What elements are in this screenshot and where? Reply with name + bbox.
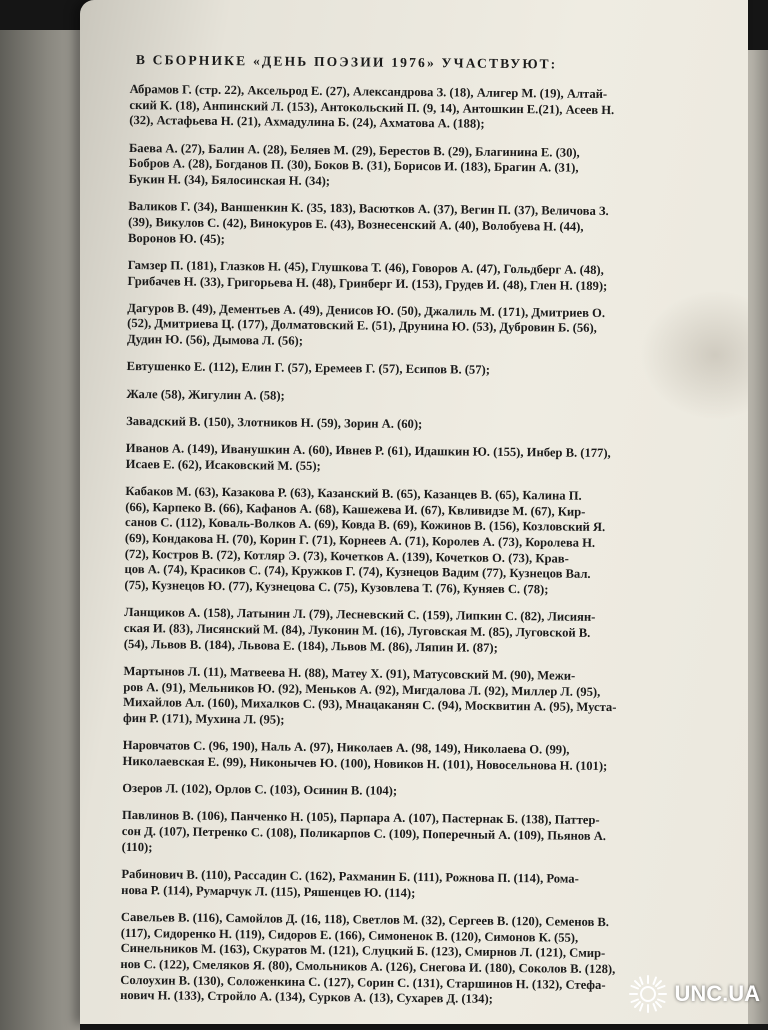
text-line: Кабаков М. (63), Казакова Р. (63), Казанский В. (65), Казанцев В. (65), Калина П.: [125, 483, 582, 503]
text-line: Дагуров В. (49), Дементьев А. (49), Денисов Ю. (50), Джалиль М. (171), Дмитриев О.: [127, 300, 606, 320]
author-paragraph: [129, 141, 709, 194]
author-paragraph: [121, 867, 701, 904]
text-line: Солоухин В. (130), Соложенкина С. (127), Сорин С. (131), Старшинов Н. (132), Стефа-: [120, 972, 606, 992]
text-line: (69), Кондакова Н. (70), Корин Г. (71), Корнеев А. (71), Королев А. (73), Королева Н.: [124, 530, 596, 550]
sun-logo-icon: [628, 974, 668, 1014]
text-line: Михайлов Ал. (160), Михалков С. (93), Мнацаканян С. (94), Москвитин А. (95), Муста-: [123, 695, 617, 715]
text-line: фин Р. (171), Мухина Л. (95);: [122, 710, 285, 727]
text-line: санов С. (112), Коваль-Волков А. (69), Ковда В. (69), Кожинов В. (156), Козловский Я.: [125, 515, 606, 535]
page-stack-edge: [748, 50, 768, 1024]
text-line: (75), Кузнецов Ю. (77), Кузнецова С. (75), Кузовлева Т. (76), Куняев С. (78);: [124, 578, 549, 597]
author-paragraph: [123, 664, 704, 733]
text-line: Букин Н. (34), Бялосинская Н. (34);: [128, 172, 331, 189]
text-line: сон Д. (107), Петренко С. (108), Поликарпов С. (109), Поперечный А. (109), Пьянов А.: [121, 823, 607, 844]
text-line: Дудин Ю. (56), Дымова Л. (56);: [126, 332, 304, 348]
author-paragraph: [126, 441, 706, 478]
text-line: (39), Викулов С. (42), Винокуров Е. (43), Вознесенский А. (40), Волобуева Н. (44),: [128, 214, 584, 234]
text-line: Рабинович В. (110), Рассадин С. (162), Рахманин Б. (111), Рожнова П. (114), Рома-: [121, 866, 579, 886]
author-paragraphs: [120, 82, 710, 1010]
watermark: [628, 974, 760, 1014]
author-paragraph: [122, 738, 702, 775]
text-line: Мартынов Л. (11), Матвеева Н. (88), Матеу Х. (91), Матусовский М. (90), Межи-: [123, 663, 576, 683]
text-line: Исаев Е. (62), Исаковский М. (55);: [125, 456, 321, 473]
author-paragraph: [127, 359, 707, 381]
text-line: ский К. (18), Анпинский Л. (153), Антокольский П. (9, 14), Антошкин Е.(21), Асеев Н.: [129, 97, 615, 117]
text-line: (32), Астафьева Н. (21), Ахмадулина Б. (24), Ахматова А. (188);: [129, 113, 485, 132]
author-paragraph: [124, 484, 705, 600]
contributors-list: [120, 52, 710, 1022]
watermark-text: UNC.UA: [674, 981, 760, 1006]
text-line: Воронов Ю. (45);: [127, 230, 225, 246]
author-paragraph: [126, 414, 706, 436]
text-line: цов А. (74), Красиков С. (74), Кружков Г. (74), Кузнецов Вадим (77), Кузнецов Вал.: [124, 562, 591, 582]
author-paragraph: [122, 781, 702, 803]
book-page: [80, 0, 748, 1024]
text-line: (54), Львов В. (184), Львова Е. (184), Львов М. (86), Ляпин И. (87);: [123, 636, 498, 655]
text-line: (117), Сидоренко Н. (119), Сидоров Е. (166), Симоненок В. (120), Симонов К. (55),: [120, 925, 579, 945]
text-line: Жале (58), Жигулин А. (58);: [126, 386, 285, 403]
text-line: Гамзер П. (181), Глазков Н. (45), Глушкова Т. (46), Говоров А. (47), Гольдберг А. (48),: [127, 257, 604, 277]
author-paragraph: [129, 82, 709, 135]
text-line: Абрамов Г. (стр. 22), Аксельрод Е. (27), Александрова З. (18), Алигер М. (19), Алтай-: [129, 81, 608, 101]
text-line: ская И. (83), Лисянский М. (84), Луконин М. (16), Луговская М. (85), Луговской В.: [123, 620, 591, 640]
text-line: Бобров А. (28), Богданов П. (30), Боков В. (31), Борисов И. (183), Брагин А. (31),: [128, 156, 579, 176]
text-line: Озеров Л. (102), Орлов С. (103), Осинин В. (104);: [122, 781, 398, 798]
text-line: нов С. (122), Смеляков Я. (80), Смольников А. (126), Снегова И. (180), Соколов В. (128),: [120, 956, 616, 977]
text-line: Грибачев Н. (33), Григорьева Н. (48), Гринберг И. (153), Грудев И. (48), Глен Н. (189);: [127, 273, 608, 293]
text-line: (110);: [121, 839, 153, 854]
text-line: Валиков Г. (34), Ваншенкин К. (35, 183), Васютков А. (37), Вегин П. (37), Величова З.: [128, 199, 609, 219]
facing-page-edge: [0, 30, 80, 1030]
text-line: Николаевская Е. (99), Никонычев Ю. (100), Новиков Н. (101), Новосельнова Н. (101);: [122, 753, 608, 773]
text-line: Савельев В. (116), Самойлов Д. (16, 118), Светлов М. (32), Сергеев В. (120), Семенов В.: [120, 909, 610, 929]
text-line: нова Р. (114), Румарчук Л. (115), Ряшенцев Ю. (114);: [121, 882, 416, 900]
text-line: (52), Дмитриева Ц. (177), Долматовский Е. (51), Друнина Ю. (53), Дубровин Б. (56),: [127, 316, 597, 336]
text-line: Синельников М. (163), Скуратов М. (121), Слуцкий Б. (123), Смирнов Л. (121), Смир-: [120, 941, 606, 961]
author-paragraph: [128, 258, 708, 295]
text-line: (72), Костров В. (72), Котляр Э. (73), Кочетков А. (139), Кочетков О. (73), Крав-: [124, 546, 569, 566]
text-line: нович Н. (133), Стройло А. (134), Сурков А. (13), Сухарев Д. (134);: [120, 988, 493, 1007]
text-line: Наровчатов С. (96, 190), Наль А. (97), Николаев А. (98, 149), Николаева О. (99),: [122, 738, 570, 757]
author-paragraph: [120, 910, 701, 1010]
author-paragraph: [127, 301, 707, 354]
text-line: Иванов А. (149), Иванушкин А. (60), Ивнев Р. (61), Идашкин Ю. (155), Инбер В. (177),: [125, 440, 611, 461]
text-line: ров А. (91), Мельников Ю. (92), Меньков А. (92), Мигдалова Л. (92), Миллер Л. (95),: [123, 679, 601, 699]
author-paragraph: [122, 808, 702, 861]
text-line: Завадский В. (150), Злотников Н. (59), Зорин А. (60);: [126, 413, 423, 431]
author-paragraph: [124, 605, 704, 658]
text-line: Павлинов В. (106), Панченко Н. (105), Парпара А. (107), Пастернак Б. (138), Паттер-: [121, 808, 600, 828]
author-paragraph: [126, 387, 706, 409]
text-line: Баева А. (27), Балин А. (28), Беляев М. (29), Берестов В. (29), Благинина Е. (30),: [128, 140, 580, 160]
page-heading: В СБОРНИКЕ «ДЕНЬ ПОЭЗИИ 1976» УЧАСТВУЮТ:: [135, 52, 558, 72]
text-line: (66), Карпеко В. (66), Кафанов А. (68), Кашежева И. (67), Квливидзе М. (67), Кир-: [125, 499, 586, 519]
author-paragraph: [128, 199, 708, 252]
text-line: Ланщиков А. (158), Латынин Л. (79), Лесневский С. (159), Липкин С. (82), Лисиян-: [124, 605, 596, 625]
text-line: Евтушенко Е. (112), Елин Г. (57), Еремеев Г. (57), Есипов В. (57);: [126, 359, 491, 378]
